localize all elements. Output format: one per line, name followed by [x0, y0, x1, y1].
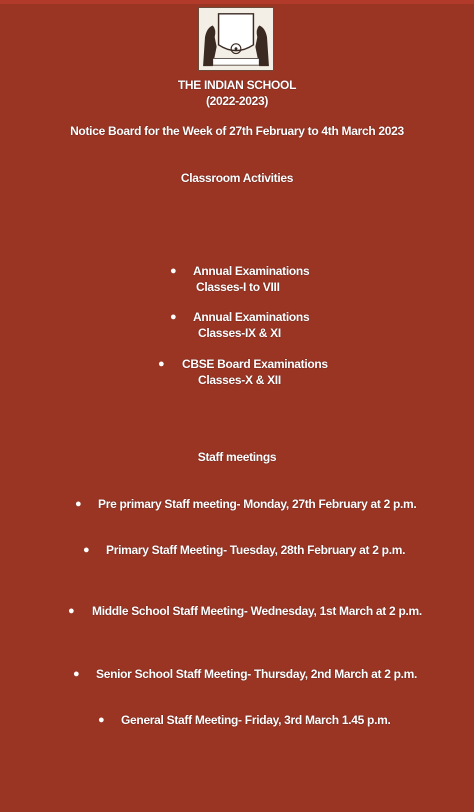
bullet-icon: ●	[68, 605, 75, 617]
classroom-heading: Classroom Activities	[180, 171, 294, 185]
school-crest-icon	[199, 8, 273, 70]
meeting-item: Middle School Staff Meeting- Wednesday, 1st March at 2 p.m.	[92, 604, 422, 618]
activity-title: Annual Examinations	[193, 310, 310, 324]
session-year: (2022-2023)	[205, 94, 269, 108]
bullet-icon: ●	[170, 311, 177, 323]
top-accent-bar	[0, 0, 474, 4]
activity-classes: Classes-X & XII	[198, 373, 281, 387]
notice-title: Notice Board for the Week of 27th February to 4th March 2023	[70, 124, 404, 138]
staff-heading: Staff meetings	[197, 450, 277, 464]
bullet-icon: ●	[83, 544, 90, 556]
school-logo	[198, 7, 274, 71]
bullet-icon: ●	[75, 498, 82, 510]
bullet-icon: ●	[158, 358, 165, 370]
bullet-icon: ●	[98, 714, 105, 726]
activity-title: Annual Examinations	[193, 264, 310, 278]
meeting-item: Pre primary Staff meeting- Monday, 27th February at 2 p.m.	[98, 497, 417, 511]
bullet-icon: ●	[73, 668, 80, 680]
meeting-item: Primary Staff Meeting- Tuesday, 28th February at 2 p.m.	[106, 543, 406, 557]
school-name: THE INDIAN SCHOOL	[177, 78, 297, 92]
activity-classes: Classes-IX & XI	[198, 326, 281, 340]
meeting-item: Senior School Staff Meeting- Thursday, 2nd March at 2 p.m.	[96, 667, 418, 681]
bullet-icon: ●	[170, 265, 177, 277]
meeting-item: General Staff Meeting- Friday, 3rd March 1.45 p.m.	[121, 713, 391, 727]
activity-title: CBSE Board Examinations	[182, 357, 328, 371]
activity-classes: Classes-I to VIII	[196, 280, 280, 294]
